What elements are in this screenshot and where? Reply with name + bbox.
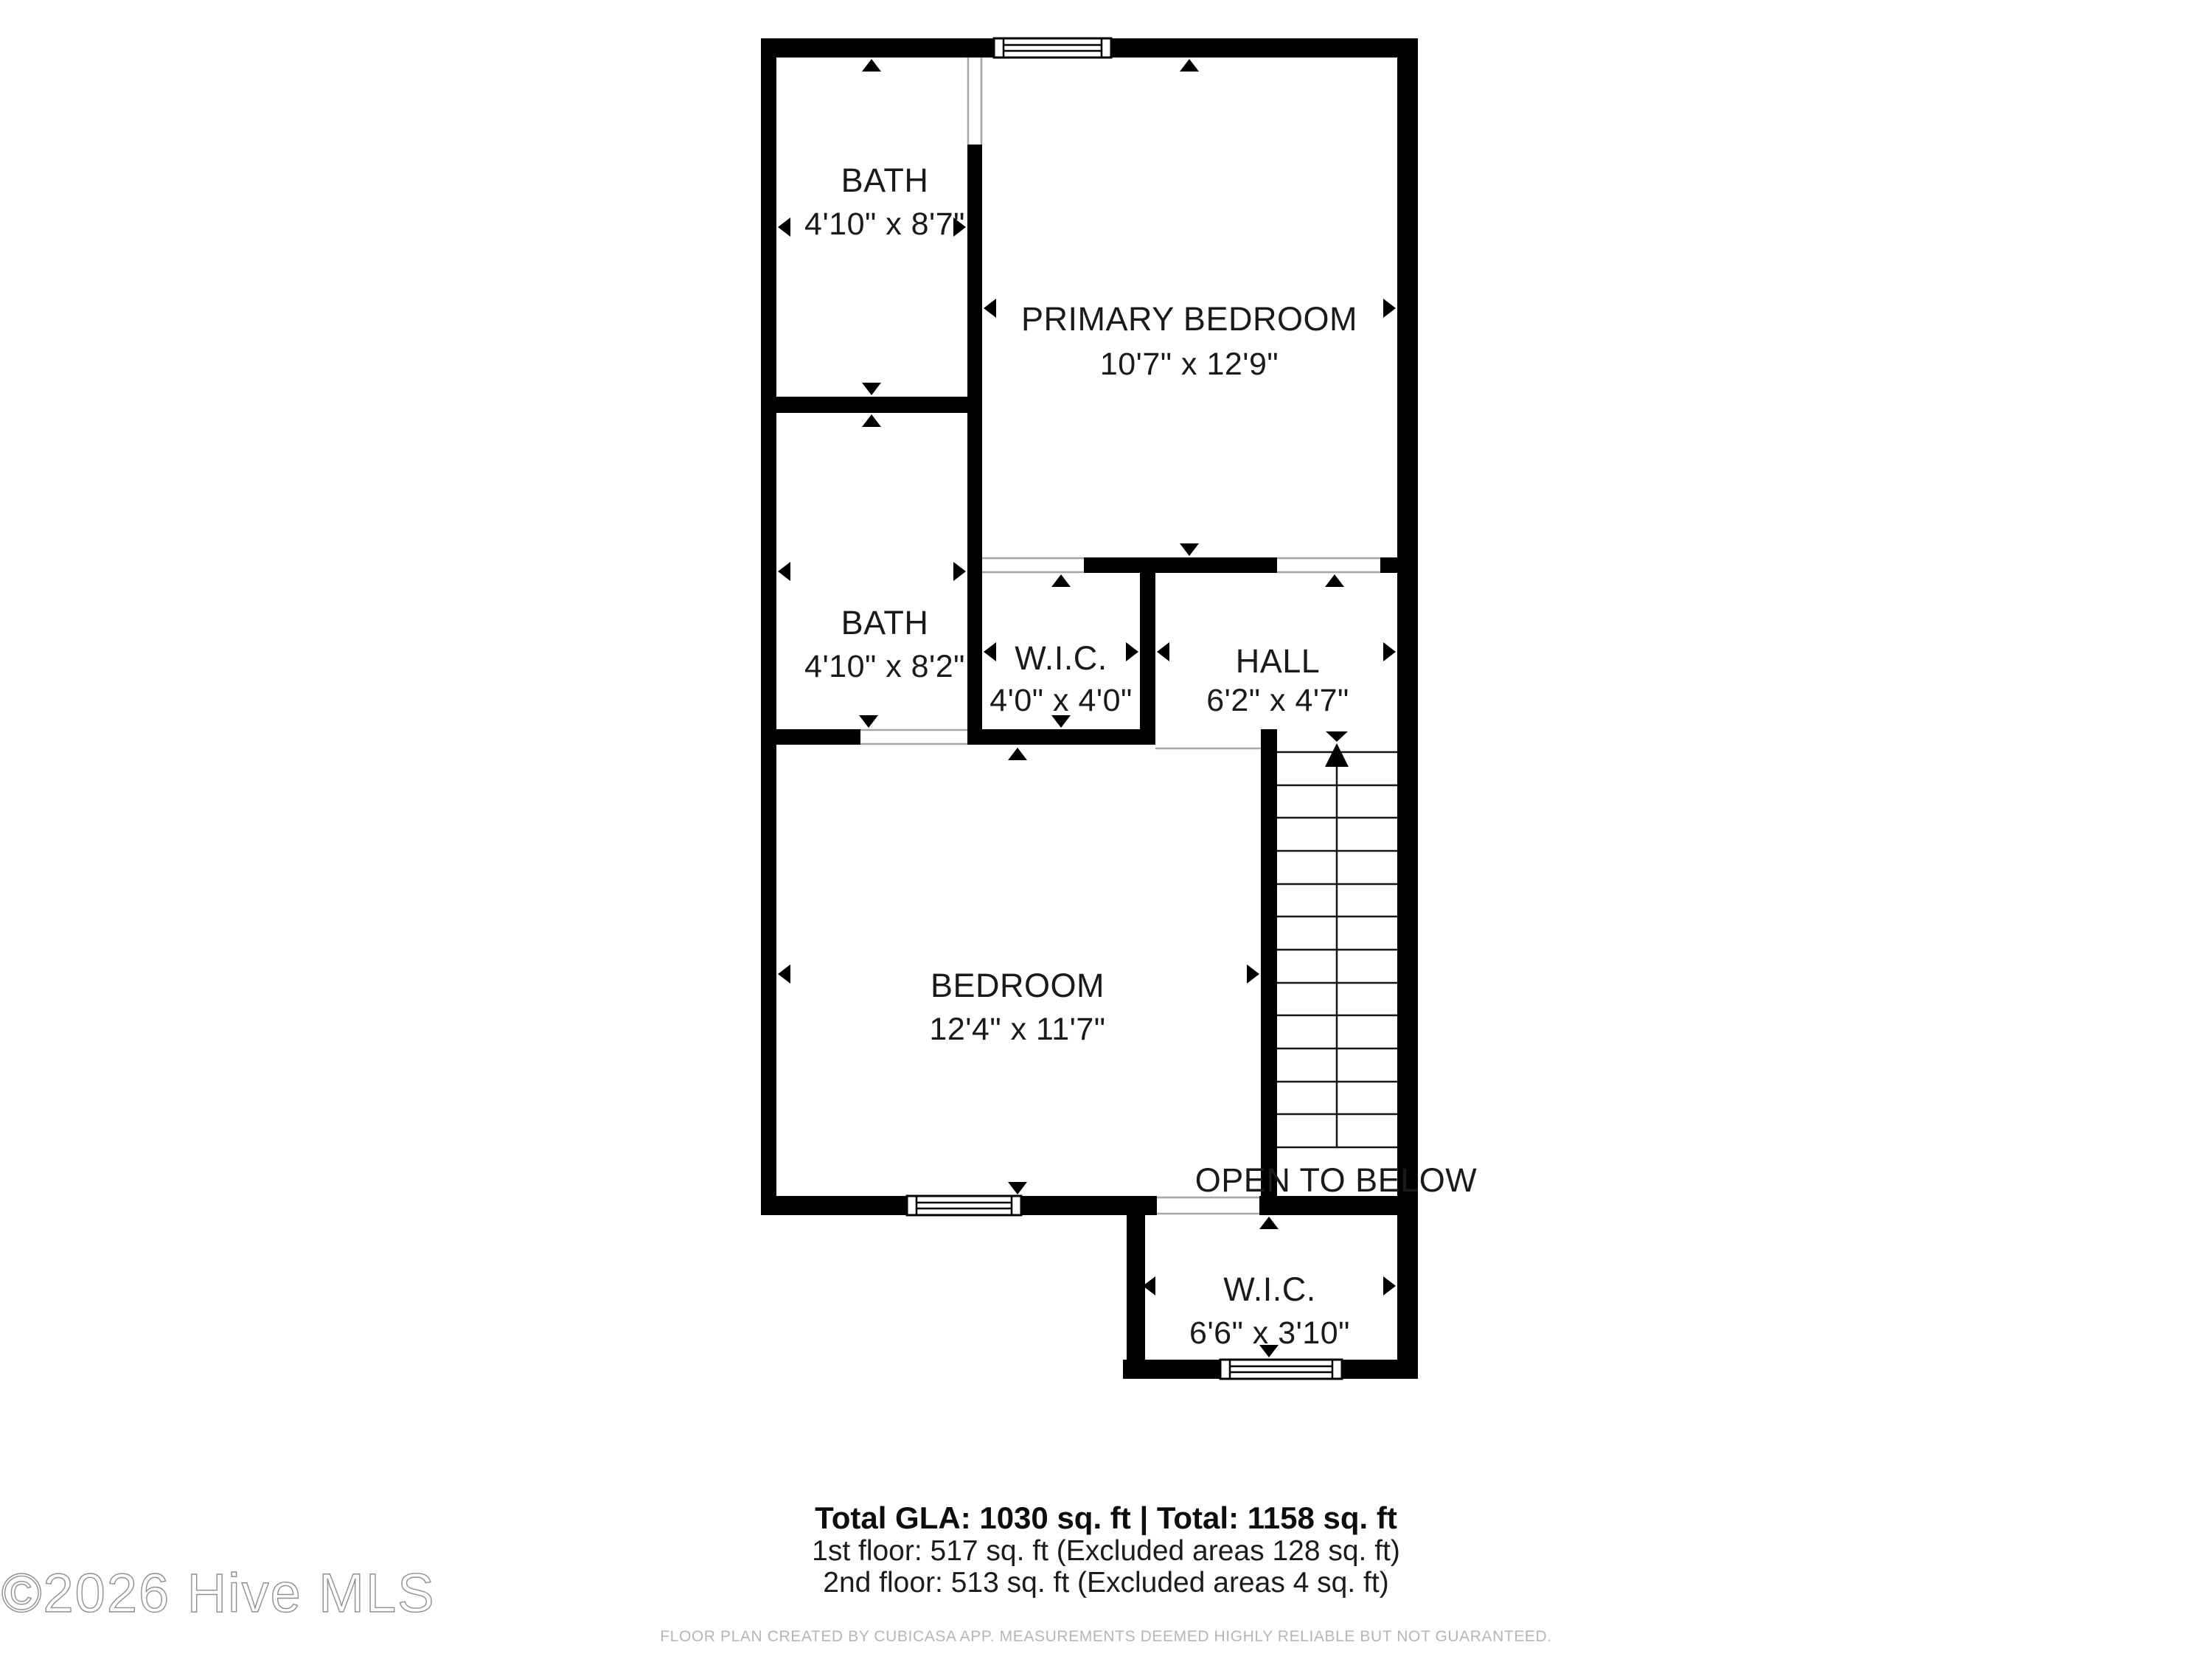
staircase <box>1277 743 1397 1147</box>
open-to-below-label: OPEN TO BELOW <box>1194 1161 1478 1199</box>
wall-stairs-left <box>1261 729 1277 1215</box>
wall-exterior-left <box>761 38 776 1215</box>
wall-bath-top-right <box>967 145 982 397</box>
room-label-primary-bedroom: PRIMARY BEDROOM <box>1021 300 1357 338</box>
room-label-bedroom: BEDROOM <box>930 967 1105 1004</box>
wall-wic-lower-left <box>1127 1215 1145 1379</box>
wall-bath-divider <box>761 397 982 413</box>
room-dims-bedroom: 12'4" x 11'7" <box>929 1012 1106 1047</box>
room-labels <box>804 161 1477 1351</box>
room-label-bath-top: BATH <box>841 161 929 199</box>
wall-exterior-top-left <box>761 38 994 58</box>
room-dims-hall: 6'2" x 4'7" <box>1206 683 1349 718</box>
window-symbol-top <box>994 38 1111 58</box>
wall-primary-bottom <box>1084 557 1277 573</box>
room-label-wic-mid: W.I.C. <box>1015 639 1107 677</box>
first-floor-line: 1st floor: 517 sq. ft (Excluded areas 128 sq. ft) <box>812 1535 1400 1567</box>
room-label-bath-mid: BATH <box>841 604 929 641</box>
window-symbol-wic-lower <box>1220 1360 1342 1379</box>
wall-wic-mid-right <box>1140 573 1155 745</box>
wall-bedroom-bottom-left <box>761 1196 907 1215</box>
stair-up-arrow-icon <box>1325 743 1349 767</box>
room-dims-wic-mid: 4'0" x 4'0" <box>990 683 1133 718</box>
room-label-wic-lower: W.I.C. <box>1223 1270 1316 1308</box>
total-area-line: Total GLA: 1030 sq. ft | Total: 1158 sq. ft <box>815 1500 1397 1535</box>
wall-bath-mid-right <box>967 413 982 729</box>
room-dims-primary-bedroom: 10'7" x 12'9" <box>1099 347 1279 382</box>
room-label-hall: HALL <box>1235 642 1321 680</box>
wall-exterior-top-right <box>1111 38 1418 58</box>
mls-watermark: ©2026 Hive MLS <box>1 1562 436 1624</box>
disclaimer-text: FLOOR PLAN CREATED BY CUBICASA APP. MEASUREMENTS DEEMED HIGHLY RELIABLE BUT NOT GUARANTEED. <box>660 1628 1552 1645</box>
wall-bedroom-bottom-right <box>1021 1196 1157 1215</box>
wall-wic-mid-bottom <box>967 729 1155 745</box>
second-floor-line: 2nd floor: 513 sq. ft (Excluded areas 4 sq. ft) <box>823 1567 1389 1599</box>
room-dims-bath-top: 4'10" x 8'7" <box>804 206 965 242</box>
room-dims-wic-lower: 6'6" x 3'10" <box>1189 1315 1350 1351</box>
window-symbol-bedroom <box>907 1196 1021 1215</box>
room-dims-bath-mid: 4'10" x 8'2" <box>804 649 965 684</box>
wall-primary-bottom-stub <box>1380 557 1397 573</box>
